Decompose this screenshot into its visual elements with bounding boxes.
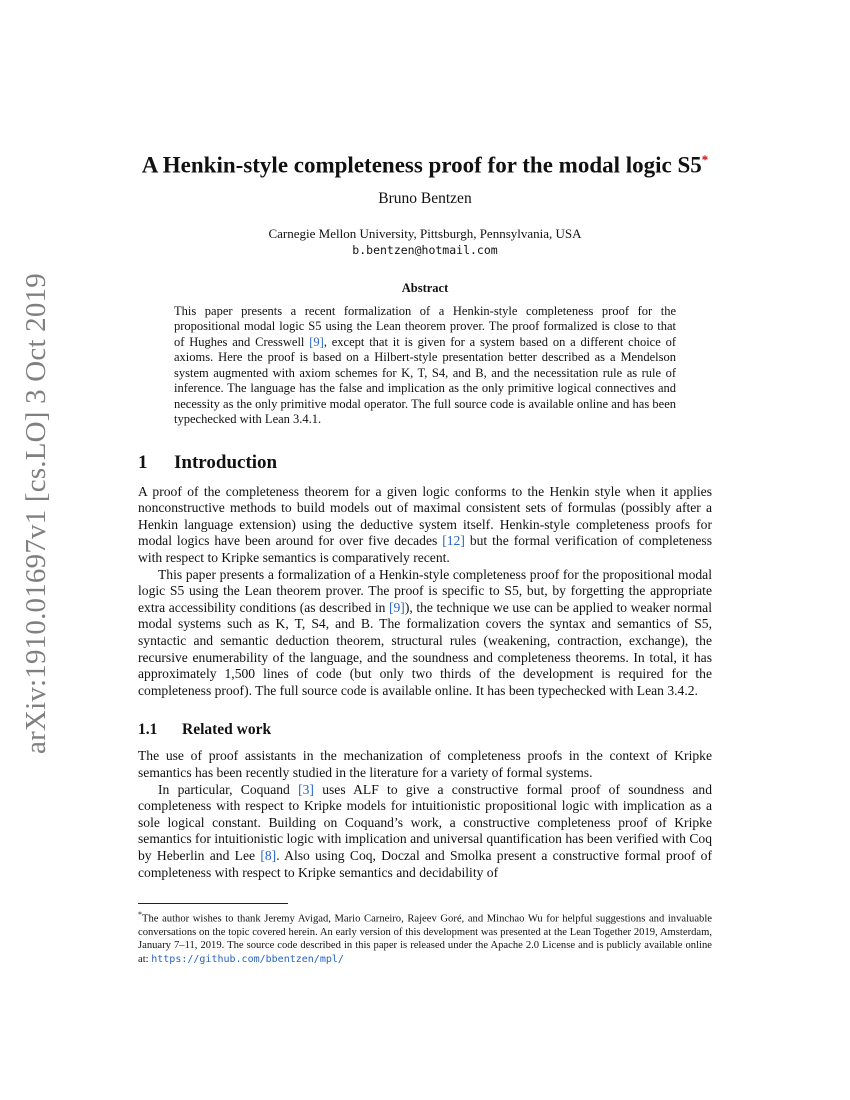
paper-title: [138, 140, 712, 186]
section-number: 1: [138, 451, 148, 473]
title-text: A Henkin-style completeness proof for the modal logic S5: [141, 152, 702, 178]
paragraph-text: uses ALF to give a constructive formal proof of soundness and completeness with respect to Kripke models for intuitionistic propositional logic with implication as a sole logical constant. Building on Coquand’s work, a constructive completeness proof of Kripke semantics for intuitionistic logic with implication and universal quantification has been verified with Coq by Heberlin and Lee: [138, 781, 712, 863]
source-code-link[interactable]: https://github.com/bbentzen/mpl/: [151, 953, 344, 965]
paragraph-text: ), the technique we use can be applied to weaker normal modal systems such as K, T, S4, and B. The formalization covers the syntax and semantics of S5, syntactic and semantic deduction theorem, structural rules (weakening, contraction, exchange), the recursive enumerability of the language, and the soundness and completeness theorems. In total, it has approximately 1,500 lines of code (but only two thirds of the development is required for the completeness proof). The full source code is available online. It has been typechecked with Lean 3.4.2.: [138, 599, 712, 698]
footnote-body: The author wishes to thank Jeremy Avigad, Mario Carneiro, Rajeev Goré, and Minchao Wu for helpful suggestions and invaluable conversations on the topic covered herein. An early version of this development was presented at the Lean Together 2019, Amsterdam, January 7–11, 2019. The source code described in this paper is released under the Apache 2.0 License and is publicly available online at:: [138, 913, 712, 965]
paragraph-text: but the formal verification of completeness with respect to Kripke semantics is comparatively recent.: [138, 533, 713, 566]
author-affiliation: Carnegie Mellon University, Pittsburgh, Pennsylvania, USA: [268, 225, 582, 241]
related-work-paragraph-2: [138, 782, 712, 882]
intro-paragraph-2: [138, 567, 712, 700]
related-work-paragraph-1: The use of proof assistants in the mechanization of completeness proofs in the context of Kripke semantics has been recently studied in the literature for a variety of formal systems.: [138, 748, 712, 780]
author-email: b.bentzen@hotmail.com: [352, 242, 498, 257]
subsection-number: 1.1: [138, 721, 158, 739]
section-heading-introduction: [138, 452, 712, 474]
footnote-text: [138, 908, 712, 966]
citation-link[interactable]: [9]: [388, 599, 405, 615]
author-name: Bruno Bentzen: [378, 189, 472, 207]
intro-paragraph-1: [138, 484, 712, 567]
footnote-divider: [138, 903, 288, 904]
paragraph-text: . Also using Coq, Doczal and Smolka present a constructive formal proof of completeness with respect to Kripke semantics and decidability of: [138, 847, 712, 880]
paragraph-text: A proof of the completeness theorem for a given logic conforms to the Henkin style when it applies nonconstructive methods to build models out of maximal consistent sets of formulas (possibly after a Henkin language extension) using the deductive system itself. Henkin-style completeness proofs for modal logics have been around for over five decades: [138, 483, 712, 549]
subsection-heading-related-work: [138, 721, 712, 739]
citation-link[interactable]: [8]: [260, 847, 277, 863]
arxiv-identifier: arXiv:1910.01697v1 [cs.LO] 3 Oct 2019: [20, 273, 52, 754]
citation-link[interactable]: [12]: [442, 533, 465, 549]
paper-page: [138, 140, 712, 881]
subsection-title: Related work: [182, 721, 272, 739]
footnote: [138, 903, 712, 966]
citation-link[interactable]: [3]: [298, 781, 314, 797]
abstract-heading: Abstract: [401, 280, 449, 295]
paragraph-text: In particular, Coquand: [158, 781, 299, 797]
section-title: Introduction: [174, 451, 278, 473]
paragraph-text: This paper presents a formalization of a Henkin-style completeness proof for the propositional modal logic S5 using the Lean theorem prover. The proof is specific to S5, but, by forgetting the appropriate extra accessibility conditions (as described in: [138, 566, 712, 615]
abstract-text: [174, 304, 676, 428]
title-footnote-mark[interactable]: *: [701, 152, 709, 167]
abstract-text-part: , except that it is given for a system based on a different choice of axioms. Here the proof is based on a Hilbert-style presentation better described as a Mendelson system augmented with axiom schemes for K, T, S4, and B, and the necessitation rule as rule of inference. The language has the false and implication as the only primitive logical connectives and necessity as the only primitive modal operator. The full source code is available online and has been typechecked with Lean 3.4.1.: [174, 334, 677, 427]
citation-link[interactable]: [9]: [309, 334, 324, 349]
abstract-text-part: This paper presents a recent formalization of a Henkin-style completeness proof for the propositional modal logic S5 using the Lean theorem prover. The proof formalized is close to that of Hughes and Cresswell: [174, 303, 676, 349]
footnote-mark: *: [138, 910, 142, 919]
